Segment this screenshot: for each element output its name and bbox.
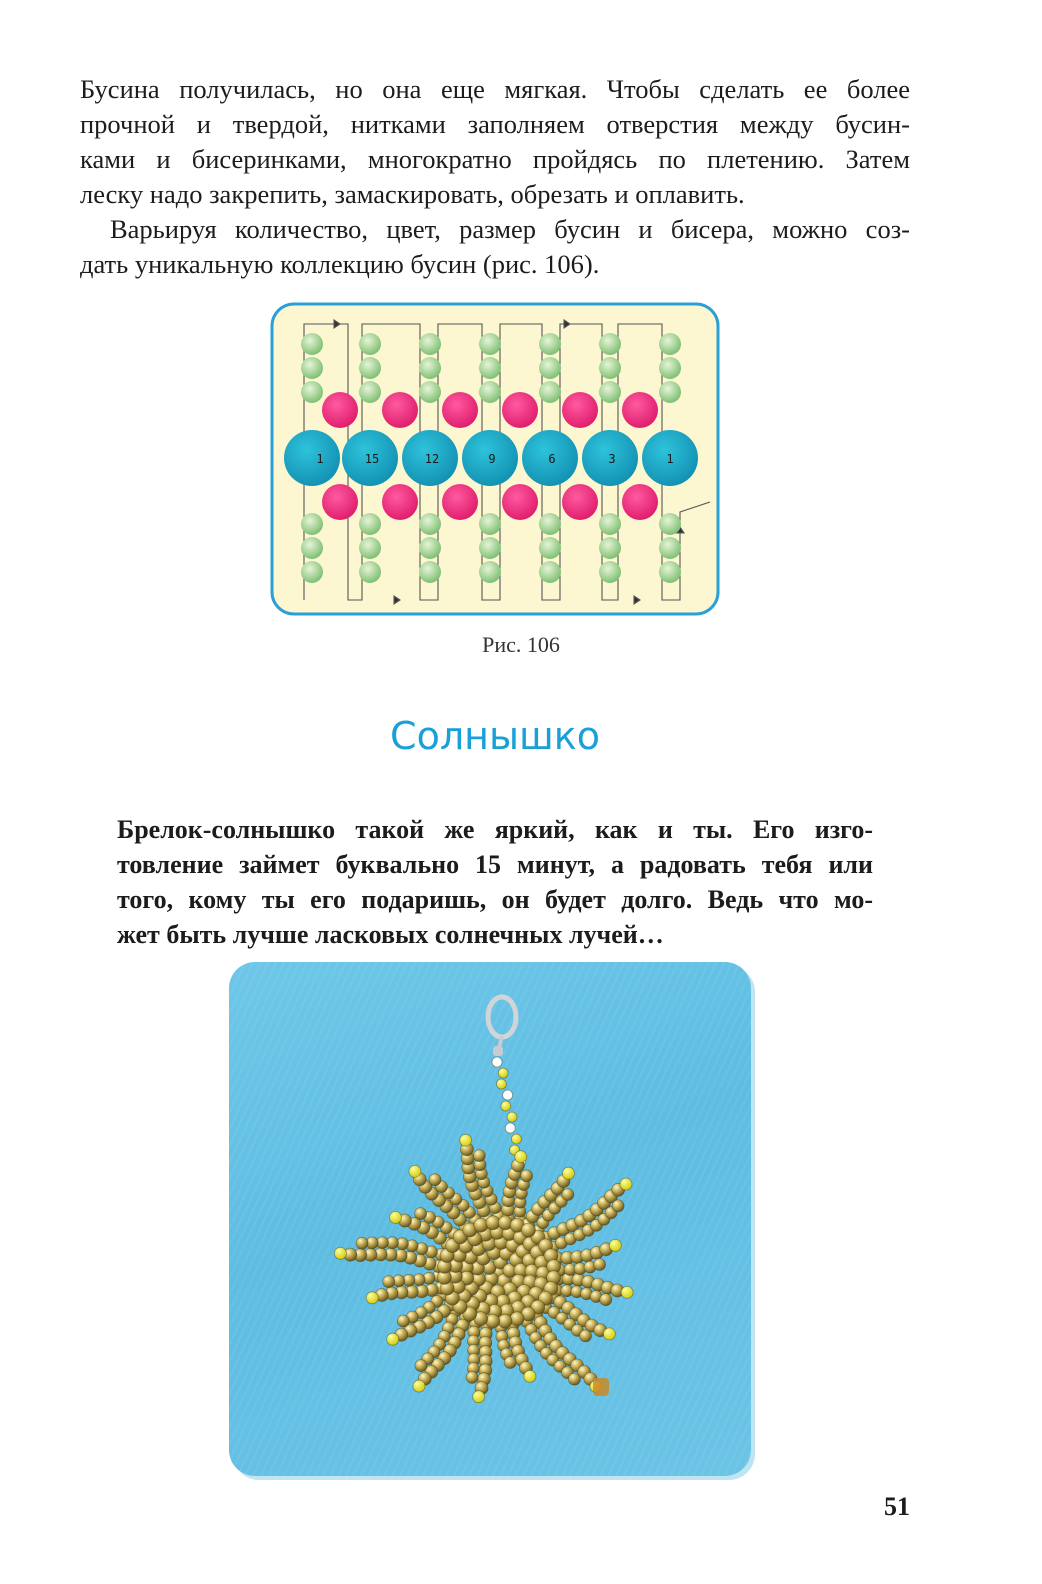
pink-bead [322, 484, 358, 520]
bead-number-label: 12 [424, 452, 440, 466]
section-title: Солнышко [390, 714, 600, 758]
text-line: того, кому ты его подаришь, он будет долго. Ведь что мо- [117, 885, 873, 914]
pink-bead [502, 484, 538, 520]
bead [621, 1286, 633, 1298]
seed-bead [479, 513, 501, 535]
seed-bead [599, 357, 621, 379]
bead [498, 1216, 512, 1230]
seed-bead [599, 537, 621, 559]
bead [474, 1218, 488, 1232]
bead-pattern-diagram [270, 302, 722, 620]
bead [466, 1371, 478, 1383]
seed-bead [539, 333, 561, 355]
large-bead [284, 430, 340, 486]
figure-caption: Рис. 106 [482, 632, 560, 657]
bead [390, 1211, 402, 1223]
bead [397, 1315, 409, 1327]
bead [505, 1123, 515, 1133]
bead [612, 1200, 624, 1212]
seed-bead [419, 381, 441, 403]
bead-pattern-figure [270, 302, 722, 625]
seed-bead [599, 513, 621, 535]
bead [580, 1330, 592, 1342]
bead [510, 1312, 524, 1326]
bead [609, 1239, 621, 1251]
seed-bead [479, 381, 501, 403]
bead-number-label: 6 [548, 452, 556, 466]
seed-bead [359, 381, 381, 403]
bead [620, 1178, 632, 1190]
seed-bead [359, 513, 381, 535]
seed-bead [301, 561, 323, 583]
seed-bead [659, 381, 681, 403]
bead [594, 1259, 606, 1271]
pink-bead [562, 484, 598, 520]
bead-number-label: 1 [666, 452, 674, 466]
paragraph-1 [80, 72, 910, 212]
pink-bead [502, 392, 538, 428]
seed-bead [359, 537, 381, 559]
seed-bead [659, 333, 681, 355]
bead [334, 1247, 346, 1259]
seed-bead [479, 537, 501, 559]
bead [366, 1292, 378, 1304]
seed-bead [659, 537, 681, 559]
seed-bead [419, 357, 441, 379]
text-line: прочной и твердой, нитками заполняем отверстия между бусин- [80, 109, 910, 139]
text-line: Варьируя количество, цвет, размер бусин и бисера, можно соз- [110, 214, 910, 244]
seed-bead [301, 333, 323, 355]
text-line: товление займет буквально 15 минут, а радовать тебя или [117, 850, 873, 879]
text-line: жет быть лучше ласковых солнечных лучей… [117, 920, 664, 949]
bead [507, 1112, 517, 1122]
bead [415, 1360, 427, 1372]
section-intro [117, 812, 873, 952]
bead [568, 1373, 580, 1385]
bead-number-label: 3 [608, 452, 616, 466]
text-line: леску надо закрепить, замаскировать, обрезать и оплавить. [80, 179, 745, 209]
paragraph-2 [80, 212, 910, 282]
pink-bead [622, 392, 658, 428]
bead [524, 1370, 536, 1382]
seed-bead [599, 333, 621, 355]
seed-bead [301, 357, 323, 379]
bead [515, 1151, 527, 1163]
seed-bead [539, 381, 561, 403]
lobster-clasp [488, 997, 516, 1056]
bead [503, 1090, 513, 1100]
seed-bead [359, 333, 381, 355]
page-number: 51 [884, 1492, 910, 1521]
seed-bead [599, 381, 621, 403]
bead [460, 1134, 472, 1146]
seed-bead [419, 333, 441, 355]
bead [413, 1380, 425, 1392]
seed-bead [419, 561, 441, 583]
seed-bead [539, 537, 561, 559]
bead-number-label: 1 [316, 452, 324, 466]
pink-bead [442, 484, 478, 520]
seed-bead [539, 513, 561, 535]
pink-bead [442, 392, 478, 428]
bead [496, 1079, 506, 1089]
seed-bead [539, 357, 561, 379]
seed-bead [419, 513, 441, 535]
pink-bead [382, 392, 418, 428]
bead [387, 1333, 399, 1345]
bead [501, 1101, 511, 1111]
bead [511, 1134, 521, 1144]
pink-bead [322, 392, 358, 428]
seed-bead [659, 561, 681, 583]
seed-bead [419, 537, 441, 559]
bead [600, 1294, 612, 1306]
sun-keychain-photo [229, 962, 751, 1476]
bead [492, 1057, 502, 1067]
pink-bead [562, 392, 598, 428]
seed-bead [479, 357, 501, 379]
seed-bead [659, 357, 681, 379]
seed-bead [479, 333, 501, 355]
bead [429, 1174, 441, 1186]
bead [473, 1391, 485, 1403]
bead [504, 1357, 516, 1369]
text-line: Бусина получилась, но она еще мягкая. Чтобы сделать ее более [80, 74, 910, 104]
bead-number-label: 15 [364, 452, 380, 466]
seed-bead [359, 357, 381, 379]
seed-bead [479, 561, 501, 583]
seed-bead [301, 381, 323, 403]
bead [563, 1167, 575, 1179]
bead [356, 1237, 368, 1249]
bead [603, 1328, 615, 1340]
seed-bead [301, 513, 323, 535]
bead [415, 1208, 427, 1220]
bead [383, 1276, 395, 1288]
seed-bead [659, 513, 681, 535]
bead [521, 1223, 535, 1237]
text-line: ками и бисеринками, многократно пройдясь по плетению. Затем [80, 144, 910, 174]
seed-bead [599, 561, 621, 583]
bead [473, 1150, 485, 1162]
seed-bead [539, 561, 561, 583]
bead [562, 1189, 574, 1201]
bead [498, 1068, 508, 1078]
beaded-sun-image [229, 962, 751, 1476]
bead [486, 1314, 500, 1328]
bead [521, 1170, 533, 1182]
seed-bead [301, 537, 323, 559]
text-line: дать уникальную коллекцию бусин (рис. 106). [80, 249, 600, 279]
seed-bead [359, 561, 381, 583]
pink-bead [622, 484, 658, 520]
amber-bead [593, 1378, 609, 1396]
pink-bead [382, 484, 418, 520]
bead [409, 1165, 421, 1177]
bead-number-label: 9 [488, 452, 496, 466]
text-line: Брелок-солнышко такой же яркий, как и ты. Его изго- [117, 815, 873, 844]
